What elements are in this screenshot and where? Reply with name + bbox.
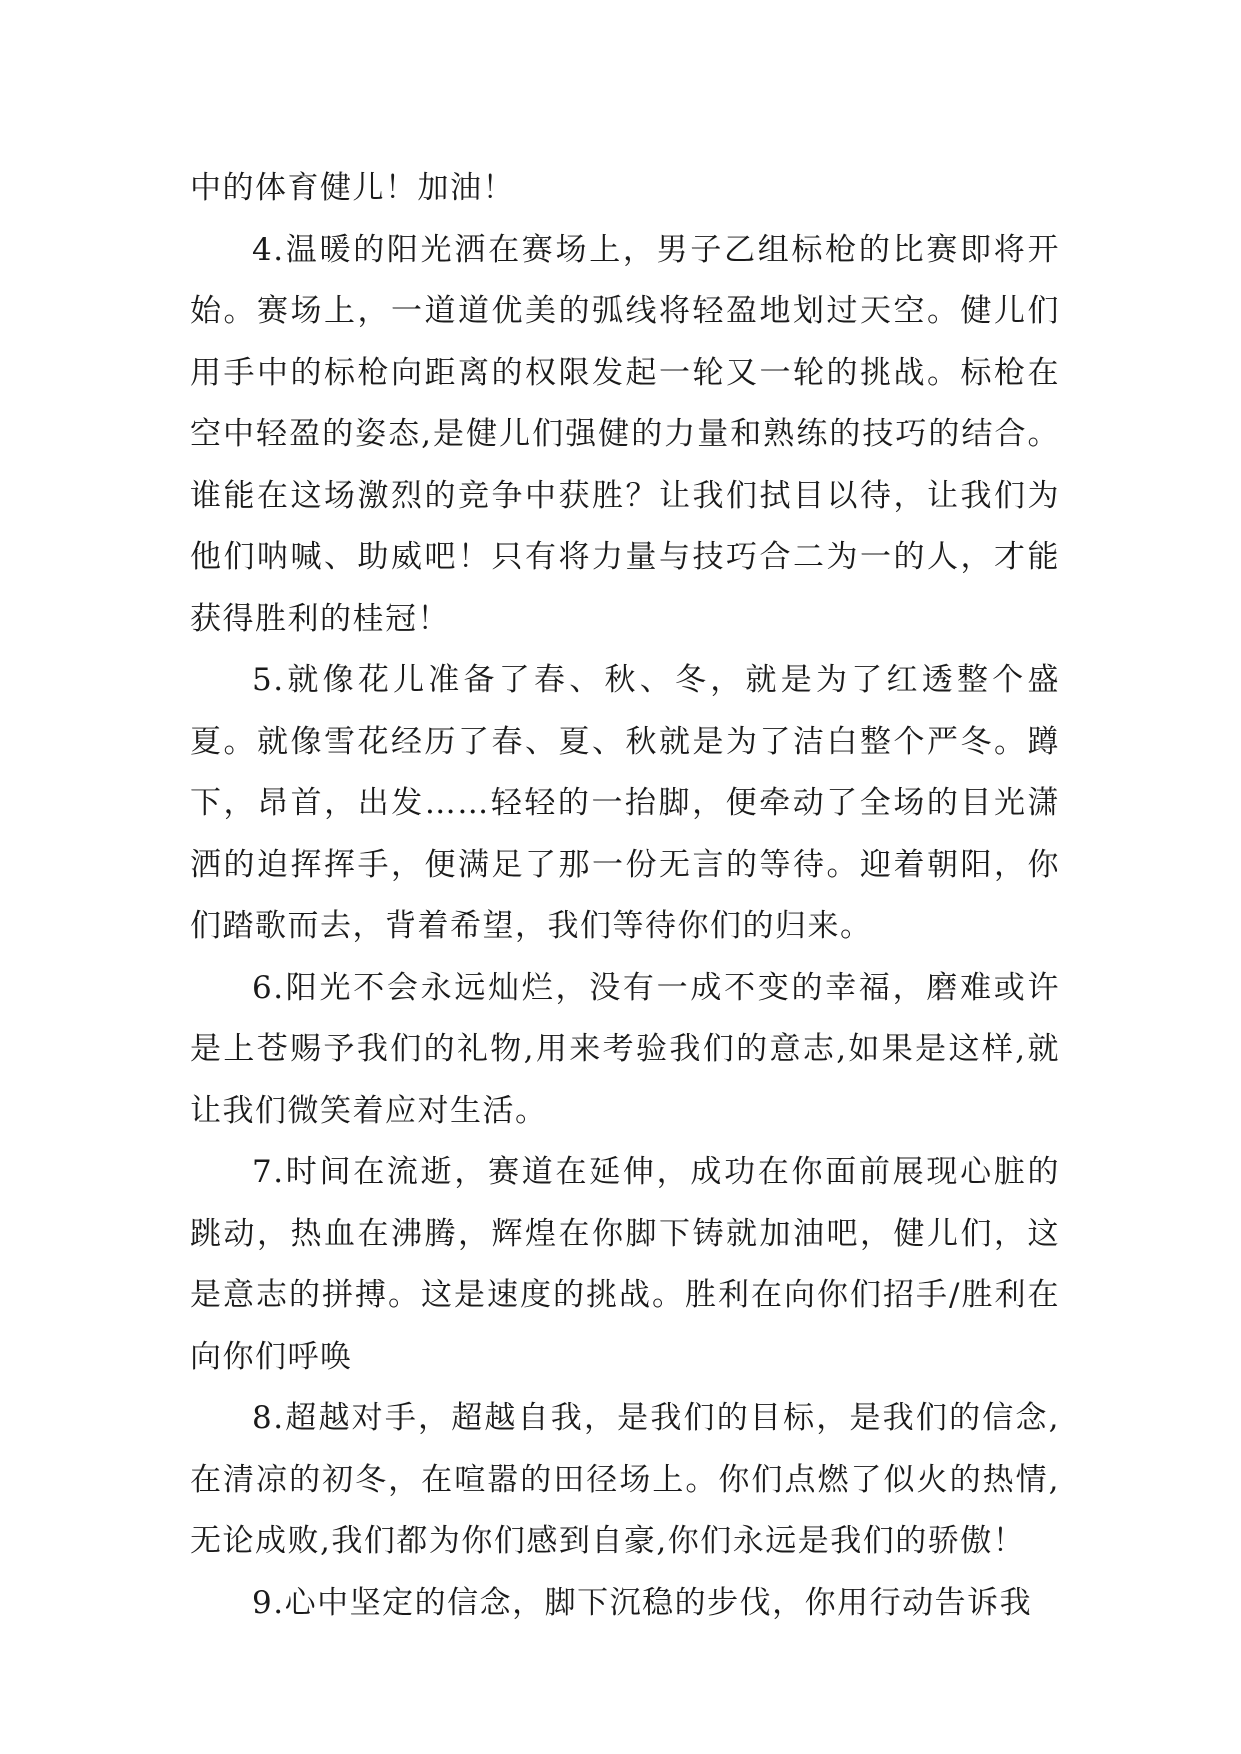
paragraph-item-5: 5.就像花儿准备了春、秋、冬，就是为了红透整个盛夏。就像雪花经历了春、夏、秋就是为了洁白整个严冬。蹲下，昂首，出发……轻轻的一抬脚，便牵动了全场的目光潇洒的迫挥挥手，便满足了那一份无言的等待。迎着朝阳，你们踏歌而去，背着希望，我们等待你们的归来。 xyxy=(190,662,1060,944)
document-body xyxy=(190,158,1060,1634)
paragraph-item-8: 8.超越对手，超越自我，是我们的目标，是我们的信念,在清凉的初冬，在喧嚣的田径场上。你们点燃了似火的热情,无论成败,我们都为你们感到自豪,你们永远是我们的骄傲！ xyxy=(190,1400,1060,1559)
paragraph-item-4: 4.温暖的阳光洒在赛场上，男子乙组标枪的比赛即将开始。赛场上，一道道优美的弧线将轻盈地划过天空。健儿们用手中的标枪向距离的权限发起一轮又一轮的挑战。标枪在空中轻盈的姿态,是健儿们强健的力量和熟练的技巧的结合。谁能在这场激烈的竞争中获胜？让我们拭目以待，让我们为他们呐喊、助威吧！只有将力量与技巧合二为一的人，才能获得胜利的桂冠！ xyxy=(190,231,1060,637)
paragraph-continuation: 中的体育健儿！加油！ xyxy=(190,170,515,206)
paragraph-item-6: 6.阳光不会永远灿烂，没有一成不变的幸福，磨难或许是上苍赐予我们的礼物,用来考验我们的意志,如果是这样,就让我们微笑着应对生活。 xyxy=(190,969,1060,1129)
paragraph-item-9: 9.心中坚定的信念，脚下沉稳的步伐，你用行动告诉我 xyxy=(252,1584,1033,1621)
paragraph-item-7: 7.时间在流逝，赛道在延伸，成功在你面前展现心脏的跳动，热血在沸腾，辉煌在你脚下铸就加油吧，健儿们，这是意志的拼搏。这是速度的挑战。胜利在向你们招手/胜利在向你们呼唤 xyxy=(190,1154,1060,1375)
